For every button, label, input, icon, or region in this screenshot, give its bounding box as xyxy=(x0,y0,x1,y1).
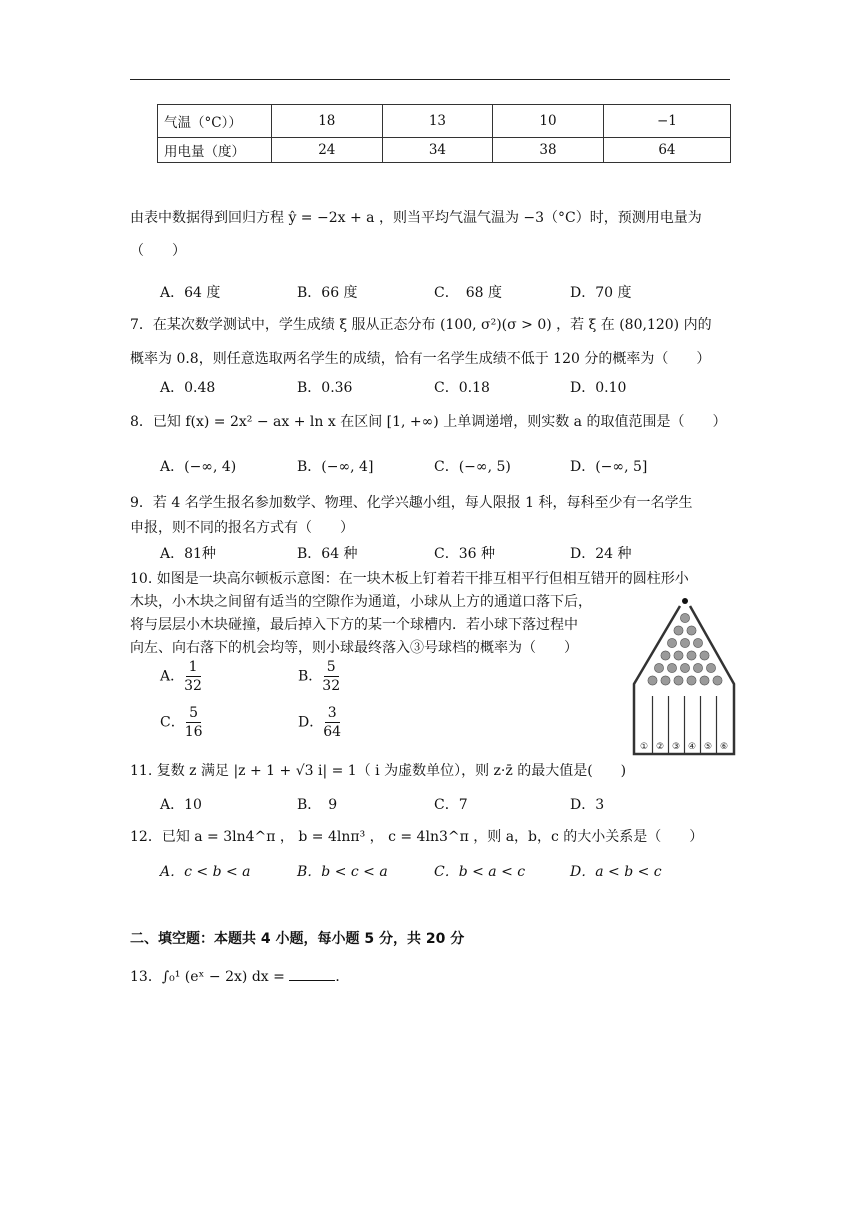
peg xyxy=(700,676,709,685)
table-cell: 气温（°C）） xyxy=(158,105,272,138)
q8-option-b: B．(−∞, 4] xyxy=(297,459,374,475)
peg xyxy=(674,676,683,685)
q7-option-d: D．0.10 xyxy=(570,380,627,396)
peg xyxy=(680,613,689,622)
peg xyxy=(654,663,663,672)
table-row xyxy=(158,105,731,138)
q9-option-c: C．36 种 xyxy=(434,546,495,562)
q6-option-b: B．66 度 xyxy=(297,285,358,301)
q10-option-b xyxy=(298,658,340,695)
denominator: 32 xyxy=(322,678,341,694)
table-cell: 64 xyxy=(603,138,730,163)
numerator: 1 xyxy=(186,658,201,677)
denominator: 64 xyxy=(323,724,342,740)
q11-option-b: B． 9 xyxy=(297,797,338,813)
q11-line1: 11. 复数 z 满足 |z + 1 + √3 i| = 1（ i 为虚数单位），则 z·z̄ 的最大值是( ) xyxy=(130,763,627,779)
peg xyxy=(674,651,683,660)
q11-option-d: D．3 xyxy=(570,797,605,813)
peg xyxy=(706,663,715,672)
q10-line2: 木块，小木块之间留有适当的空隙作为通道，小球从上方的通道口落下后， xyxy=(130,594,592,610)
q6-text: 由表中数据得到回归方程 ŷ = −2x + a ，则当平均气温气温为 −3（°C）时，预测用电量为 xyxy=(130,210,702,226)
peg xyxy=(648,676,657,685)
q6-option-a: A．64 度 xyxy=(160,285,221,301)
peg xyxy=(687,676,696,685)
q13-expression: ∫₀¹ (eˣ − 2x) dx = xyxy=(161,969,290,985)
option-label: A． xyxy=(160,668,185,685)
q10-line4: 向左、向右落下的机会均等，则小球最终落入③号球档的概率为（ ） xyxy=(130,640,578,656)
numerator: 5 xyxy=(324,658,339,677)
fraction xyxy=(322,658,340,695)
peg xyxy=(693,638,702,647)
peg xyxy=(674,626,683,635)
header-rule xyxy=(130,79,730,80)
table-cell: 13 xyxy=(382,105,493,138)
peg xyxy=(693,663,702,672)
q10-line1: 10. 如图是一块高尔顿板示意图：在一块木板上钉着若干排互相平行但相互错开的圆柱形小 xyxy=(130,571,689,587)
q11-option-c: C．7 xyxy=(434,797,468,813)
numerator: 3 xyxy=(325,704,340,723)
peg xyxy=(687,626,696,635)
section-title: 二、填空题：本题共 4 小题，每小题 5 分，共 20 分 xyxy=(130,931,465,947)
fraction xyxy=(185,704,203,741)
q11-option-a: A．10 xyxy=(160,797,202,813)
slot-label: ⑥ xyxy=(719,742,729,752)
q7-option-a: A．0.48 xyxy=(160,380,216,396)
option-label: B． xyxy=(298,668,323,685)
q7-option-c: C．0.18 xyxy=(434,380,490,396)
slot-label: ② xyxy=(655,742,665,752)
q9-option-d: D．24 种 xyxy=(570,546,632,562)
q10-option-a xyxy=(160,658,202,695)
peg xyxy=(713,676,722,685)
slot-label: ③ xyxy=(671,742,681,752)
table-cell: −1 xyxy=(603,105,730,138)
galton-board-figure xyxy=(628,596,740,760)
denominator: 32 xyxy=(184,678,202,694)
data-table xyxy=(157,104,731,163)
q9-line1: 9．若 4 名学生报名参加数学、物理、化学兴趣小组，每人限报 1 科，每科至少有一名学生 xyxy=(130,495,693,511)
slot-label: ④ xyxy=(687,742,697,752)
q12-option-d: D．a < b < c xyxy=(570,864,662,880)
option-label: D． xyxy=(298,714,324,731)
q10-option-c xyxy=(160,704,203,741)
table-row xyxy=(158,138,731,163)
q10-line3: 将与层层小木块碰撞，最后掉入下方的某一个球槽内．若小球下落过程中 xyxy=(130,617,578,633)
peg xyxy=(680,638,689,647)
answer-blank xyxy=(289,968,335,981)
numerator: 5 xyxy=(186,704,201,723)
q7-line2: 概率为 0.8，则任意选取两名学生的成绩，恰有一名学生成绩不低于 120 分的概率为（ ） xyxy=(130,351,711,367)
q12-line1: 12．已知 a = 3ln4^π ， b = 4lnπ³ ， c = 4ln3^π ，则 a，b，c 的大小关系是（ ） xyxy=(130,829,704,845)
q12-option-a: A．c < b < a xyxy=(160,864,251,880)
table-cell: 18 xyxy=(272,105,383,138)
q9-option-b: B．64 种 xyxy=(297,546,358,562)
table-cell: 用电量（度） xyxy=(158,138,272,163)
slot-label: ① xyxy=(639,742,649,752)
ball-icon xyxy=(682,598,688,604)
q13-suffix: ． xyxy=(335,969,350,985)
peg xyxy=(700,651,709,660)
q13-line xyxy=(130,966,349,986)
slot-label: ⑤ xyxy=(703,742,713,752)
table-cell: 34 xyxy=(382,138,493,163)
q12-option-b: B．b < c < a xyxy=(297,864,388,880)
q6-option-c: C． 68 度 xyxy=(434,285,502,301)
option-label: C． xyxy=(160,714,185,731)
peg xyxy=(667,638,676,647)
q8-option-d: D．(−∞, 5] xyxy=(570,459,648,475)
q10-option-d xyxy=(298,704,341,741)
peg xyxy=(687,651,696,660)
fraction xyxy=(184,658,202,695)
peg xyxy=(661,651,670,660)
q8-option-c: C．(−∞, 5) xyxy=(434,459,511,475)
table-cell: 38 xyxy=(493,138,604,163)
q12-option-c: C．b < a < c xyxy=(434,864,526,880)
table-cell: 24 xyxy=(272,138,383,163)
q9-option-a: A．81种 xyxy=(160,546,216,562)
q7-option-b: B．0.36 xyxy=(297,380,353,396)
q6-paren: （ ） xyxy=(130,243,186,259)
q13-number: 13． xyxy=(130,969,162,985)
denominator: 16 xyxy=(184,724,203,740)
peg xyxy=(667,663,676,672)
fraction xyxy=(323,704,341,741)
table-cell: 10 xyxy=(493,105,604,138)
q6-option-d: D．70 度 xyxy=(570,285,632,301)
q8-option-a: A．(−∞, 4) xyxy=(160,459,237,475)
peg xyxy=(661,676,670,685)
peg xyxy=(680,663,689,672)
q8-line1: 8．已知 f(x) = 2x² − ax + ln x 在区间 [1, +∞) 上单调递增，则实数 a 的取值范围是（ ） xyxy=(130,414,727,430)
q7-line1: 7．在某次数学测试中，学生成绩 ξ 服从正态分布 (100, σ²)(σ > 0) ，若 ξ 在 (80,120) 内的 xyxy=(130,317,712,333)
q9-line2: 申报，则不同的报名方式有（ ） xyxy=(130,520,354,536)
